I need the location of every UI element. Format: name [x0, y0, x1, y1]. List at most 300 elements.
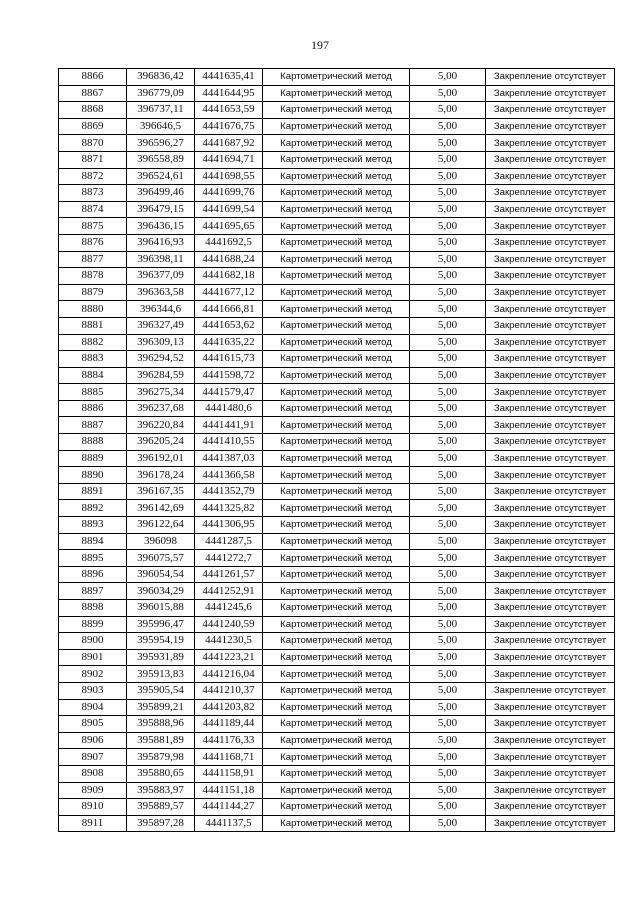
fixation-cell: Закрепление отсутствует [486, 633, 615, 650]
point-number-cell: 8881 [59, 317, 127, 334]
method-cell: Картометрический метод [263, 517, 410, 534]
fixation-cell: Закрепление отсутствует [486, 301, 615, 318]
fixation-cell: Закрепление отсутствует [486, 168, 615, 185]
point-number-cell: 8908 [59, 765, 127, 782]
point-number-cell: 8873 [59, 185, 127, 202]
table-row [59, 135, 615, 152]
method-cell: Картометрический метод [263, 102, 410, 119]
x-coordinate-cell: 395931,89 [127, 649, 195, 666]
error-cell: 5,00 [410, 185, 486, 202]
point-number-cell: 8906 [59, 732, 127, 749]
point-number-cell: 8866 [59, 69, 127, 86]
point-number-cell: 8900 [59, 633, 127, 650]
error-cell: 5,00 [410, 716, 486, 733]
method-cell: Картометрический метод [263, 118, 410, 135]
x-coordinate-cell: 395905,54 [127, 682, 195, 699]
table-row [59, 500, 615, 517]
method-cell: Картометрический метод [263, 367, 410, 384]
error-cell: 5,00 [410, 550, 486, 567]
y-coordinate-cell: 4441579,47 [195, 384, 263, 401]
fixation-cell: Закрепление отсутствует [486, 616, 615, 633]
y-coordinate-cell: 4441158,91 [195, 765, 263, 782]
x-coordinate-cell: 396596,27 [127, 135, 195, 152]
fixation-cell: Закрепление отсутствует [486, 251, 615, 268]
method-cell: Картометрический метод [263, 317, 410, 334]
error-cell: 5,00 [410, 633, 486, 650]
table-row [59, 85, 615, 102]
point-number-cell: 8875 [59, 218, 127, 235]
x-coordinate-cell: 396436,15 [127, 218, 195, 235]
x-coordinate-cell: 396294,52 [127, 351, 195, 368]
table-row [59, 600, 615, 617]
y-coordinate-cell: 4441410,55 [195, 434, 263, 451]
error-cell: 5,00 [410, 732, 486, 749]
error-cell: 5,00 [410, 682, 486, 699]
error-cell: 5,00 [410, 268, 486, 285]
x-coordinate-cell: 396054,54 [127, 566, 195, 583]
fixation-cell: Закрепление отсутствует [486, 533, 615, 550]
error-cell: 5,00 [410, 400, 486, 417]
table-row [59, 284, 615, 301]
x-coordinate-cell: 396192,01 [127, 450, 195, 467]
y-coordinate-cell: 4441694,71 [195, 151, 263, 168]
fixation-cell: Закрепление отсутствует [486, 500, 615, 517]
point-number-cell: 8899 [59, 616, 127, 633]
table-row [59, 765, 615, 782]
method-cell: Картометрический метод [263, 434, 410, 451]
fixation-cell: Закрепление отсутствует [486, 151, 615, 168]
y-coordinate-cell: 4441203,82 [195, 699, 263, 716]
y-coordinate-cell: 4441677,12 [195, 284, 263, 301]
table-row [59, 69, 615, 86]
method-cell: Картометрический метод [263, 185, 410, 202]
point-number-cell: 8884 [59, 367, 127, 384]
method-cell: Картометрический метод [263, 600, 410, 617]
method-cell: Картометрический метод [263, 417, 410, 434]
fixation-cell: Закрепление отсутствует [486, 517, 615, 534]
y-coordinate-cell: 4441644,95 [195, 85, 263, 102]
error-cell: 5,00 [410, 417, 486, 434]
method-cell: Картометрический метод [263, 566, 410, 583]
y-coordinate-cell: 4441615,73 [195, 351, 263, 368]
method-cell: Картометрический метод [263, 666, 410, 683]
x-coordinate-cell: 396122,64 [127, 517, 195, 534]
method-cell: Картометрический метод [263, 384, 410, 401]
table-row [59, 168, 615, 185]
error-cell: 5,00 [410, 135, 486, 152]
fixation-cell: Закрепление отсутствует [486, 450, 615, 467]
fixation-cell: Закрепление отсутствует [486, 550, 615, 567]
error-cell: 5,00 [410, 351, 486, 368]
table-row [59, 434, 615, 451]
method-cell: Картометрический метод [263, 251, 410, 268]
x-coordinate-cell: 396237,68 [127, 400, 195, 417]
method-cell: Картометрический метод [263, 583, 410, 600]
x-coordinate-cell: 395881,89 [127, 732, 195, 749]
fixation-cell: Закрепление отсутствует [486, 600, 615, 617]
error-cell: 5,00 [410, 583, 486, 600]
method-cell: Картометрический метод [263, 749, 410, 766]
fixation-cell: Закрепление отсутствует [486, 400, 615, 417]
table-row [59, 699, 615, 716]
y-coordinate-cell: 4441144,27 [195, 799, 263, 816]
error-cell: 5,00 [410, 500, 486, 517]
y-coordinate-cell: 4441687,92 [195, 135, 263, 152]
point-number-cell: 8888 [59, 434, 127, 451]
point-number-cell: 8895 [59, 550, 127, 567]
error-cell: 5,00 [410, 334, 486, 351]
fixation-cell: Закрепление отсутствует [486, 782, 615, 799]
table-row [59, 185, 615, 202]
method-cell: Картометрический метод [263, 533, 410, 550]
method-cell: Картометрический метод [263, 135, 410, 152]
error-cell: 5,00 [410, 616, 486, 633]
x-coordinate-cell: 396327,49 [127, 317, 195, 334]
point-number-cell: 8876 [59, 234, 127, 251]
error-cell: 5,00 [410, 218, 486, 235]
y-coordinate-cell: 4441176,33 [195, 732, 263, 749]
x-coordinate-cell: 396034,29 [127, 583, 195, 600]
fixation-cell: Закрепление отсутствует [486, 185, 615, 202]
table-row [59, 583, 615, 600]
point-number-cell: 8871 [59, 151, 127, 168]
point-number-cell: 8883 [59, 351, 127, 368]
x-coordinate-cell: 395899,21 [127, 699, 195, 716]
table-row [59, 268, 615, 285]
table-row [59, 334, 615, 351]
point-number-cell: 8872 [59, 168, 127, 185]
error-cell: 5,00 [410, 517, 486, 534]
point-number-cell: 8870 [59, 135, 127, 152]
x-coordinate-cell: 396167,35 [127, 483, 195, 500]
y-coordinate-cell: 4441325,82 [195, 500, 263, 517]
method-cell: Картометрический метод [263, 85, 410, 102]
point-number-cell: 8892 [59, 500, 127, 517]
method-cell: Картометрический метод [263, 450, 410, 467]
error-cell: 5,00 [410, 600, 486, 617]
fixation-cell: Закрепление отсутствует [486, 765, 615, 782]
y-coordinate-cell: 4441223,21 [195, 649, 263, 666]
fixation-cell: Закрепление отсутствует [486, 234, 615, 251]
error-cell: 5,00 [410, 69, 486, 86]
method-cell: Картометрический метод [263, 301, 410, 318]
point-number-cell: 8868 [59, 102, 127, 119]
method-cell: Картометрический метод [263, 168, 410, 185]
x-coordinate-cell: 396416,93 [127, 234, 195, 251]
table-row [59, 716, 615, 733]
error-cell: 5,00 [410, 118, 486, 135]
table-row [59, 815, 615, 832]
fixation-cell: Закрепление отсутствует [486, 351, 615, 368]
method-cell: Картометрический метод [263, 782, 410, 799]
x-coordinate-cell: 396737,11 [127, 102, 195, 119]
table-row [59, 201, 615, 218]
x-coordinate-cell: 396398,11 [127, 251, 195, 268]
error-cell: 5,00 [410, 85, 486, 102]
method-cell: Картометрический метод [263, 633, 410, 650]
y-coordinate-cell: 4441666,81 [195, 301, 263, 318]
error-cell: 5,00 [410, 649, 486, 666]
table-row [59, 118, 615, 135]
table-row [59, 234, 615, 251]
error-cell: 5,00 [410, 699, 486, 716]
y-coordinate-cell: 4441366,58 [195, 467, 263, 484]
y-coordinate-cell: 4441252,91 [195, 583, 263, 600]
y-coordinate-cell: 4441387,03 [195, 450, 263, 467]
point-number-cell: 8909 [59, 782, 127, 799]
table-row [59, 218, 615, 235]
table-row [59, 517, 615, 534]
error-cell: 5,00 [410, 765, 486, 782]
x-coordinate-cell: 396220,84 [127, 417, 195, 434]
y-coordinate-cell: 4441210,37 [195, 682, 263, 699]
x-coordinate-cell: 395879,98 [127, 749, 195, 766]
table-row [59, 533, 615, 550]
method-cell: Картометрический метод [263, 334, 410, 351]
x-coordinate-cell: 396075,57 [127, 550, 195, 567]
method-cell: Картометрический метод [263, 69, 410, 86]
y-coordinate-cell: 4441653,59 [195, 102, 263, 119]
point-number-cell: 8904 [59, 699, 127, 716]
x-coordinate-cell: 395954,19 [127, 633, 195, 650]
table-row [59, 633, 615, 650]
table-row [59, 467, 615, 484]
y-coordinate-cell: 4441676,75 [195, 118, 263, 135]
fixation-cell: Закрепление отсутствует [486, 815, 615, 832]
error-cell: 5,00 [410, 234, 486, 251]
table-row [59, 782, 615, 799]
x-coordinate-cell: 395897,28 [127, 815, 195, 832]
point-number-cell: 8887 [59, 417, 127, 434]
point-number-cell: 8885 [59, 384, 127, 401]
x-coordinate-cell: 396275,34 [127, 384, 195, 401]
coordinates-table [58, 68, 615, 832]
y-coordinate-cell: 4441272,7 [195, 550, 263, 567]
x-coordinate-cell: 396479,15 [127, 201, 195, 218]
method-cell: Картометрический метод [263, 550, 410, 567]
error-cell: 5,00 [410, 566, 486, 583]
method-cell: Картометрический метод [263, 732, 410, 749]
point-number-cell: 8897 [59, 583, 127, 600]
x-coordinate-cell: 396779,09 [127, 85, 195, 102]
method-cell: Картометрический метод [263, 616, 410, 633]
error-cell: 5,00 [410, 815, 486, 832]
point-number-cell: 8882 [59, 334, 127, 351]
table-row [59, 450, 615, 467]
table-row [59, 550, 615, 567]
error-cell: 5,00 [410, 749, 486, 766]
method-cell: Картометрический метод [263, 268, 410, 285]
method-cell: Картометрический метод [263, 151, 410, 168]
y-coordinate-cell: 4441692,5 [195, 234, 263, 251]
fixation-cell: Закрепление отсутствует [486, 483, 615, 500]
x-coordinate-cell: 396309,13 [127, 334, 195, 351]
method-cell: Картометрический метод [263, 649, 410, 666]
method-cell: Картометрический метод [263, 799, 410, 816]
point-number-cell: 8901 [59, 649, 127, 666]
y-coordinate-cell: 4441635,22 [195, 334, 263, 351]
fixation-cell: Закрепление отсутствует [486, 118, 615, 135]
fixation-cell: Закрепление отсутствует [486, 583, 615, 600]
point-number-cell: 8890 [59, 467, 127, 484]
table-row [59, 649, 615, 666]
y-coordinate-cell: 4441240,59 [195, 616, 263, 633]
x-coordinate-cell: 395880,65 [127, 765, 195, 782]
y-coordinate-cell: 4441245,6 [195, 600, 263, 617]
point-number-cell: 8867 [59, 85, 127, 102]
point-number-cell: 8896 [59, 566, 127, 583]
x-coordinate-cell: 396015,88 [127, 600, 195, 617]
point-number-cell: 8886 [59, 400, 127, 417]
point-number-cell: 8874 [59, 201, 127, 218]
fixation-cell: Закрепление отсутствует [486, 135, 615, 152]
fixation-cell: Закрепление отсутствует [486, 417, 615, 434]
y-coordinate-cell: 4441653,62 [195, 317, 263, 334]
y-coordinate-cell: 4441688,24 [195, 251, 263, 268]
x-coordinate-cell: 395889,57 [127, 799, 195, 816]
error-cell: 5,00 [410, 384, 486, 401]
fixation-cell: Закрепление отсутствует [486, 682, 615, 699]
fixation-cell: Закрепление отсутствует [486, 268, 615, 285]
y-coordinate-cell: 4441441,91 [195, 417, 263, 434]
x-coordinate-cell: 396142,69 [127, 500, 195, 517]
method-cell: Картометрический метод [263, 201, 410, 218]
method-cell: Картометрический метод [263, 483, 410, 500]
fixation-cell: Закрепление отсутствует [486, 666, 615, 683]
method-cell: Картометрический метод [263, 699, 410, 716]
table-row [59, 682, 615, 699]
y-coordinate-cell: 4441698,55 [195, 168, 263, 185]
error-cell: 5,00 [410, 666, 486, 683]
fixation-cell: Закрепление отсутствует [486, 649, 615, 666]
point-number-cell: 8889 [59, 450, 127, 467]
x-coordinate-cell: 396836,42 [127, 69, 195, 86]
table-row [59, 483, 615, 500]
error-cell: 5,00 [410, 284, 486, 301]
method-cell: Картометрический метод [263, 467, 410, 484]
page-number: 197 [311, 38, 329, 52]
fixation-cell: Закрепление отсутствует [486, 218, 615, 235]
y-coordinate-cell: 4441352,79 [195, 483, 263, 500]
fixation-cell: Закрепление отсутствует [486, 367, 615, 384]
table-row [59, 384, 615, 401]
x-coordinate-cell: 396363,58 [127, 284, 195, 301]
error-cell: 5,00 [410, 467, 486, 484]
point-number-cell: 8911 [59, 815, 127, 832]
fixation-cell: Закрепление отсутствует [486, 716, 615, 733]
table-row [59, 102, 615, 119]
fixation-cell: Закрепление отсутствует [486, 732, 615, 749]
x-coordinate-cell: 396499,46 [127, 185, 195, 202]
y-coordinate-cell: 4441695,65 [195, 218, 263, 235]
x-coordinate-cell: 396098 [127, 533, 195, 550]
table-row [59, 317, 615, 334]
point-number-cell: 8898 [59, 600, 127, 617]
error-cell: 5,00 [410, 450, 486, 467]
fixation-cell: Закрепление отсутствует [486, 334, 615, 351]
fixation-cell: Закрепление отсутствует [486, 284, 615, 301]
point-number-cell: 8879 [59, 284, 127, 301]
error-cell: 5,00 [410, 483, 486, 500]
table-row [59, 351, 615, 368]
error-cell: 5,00 [410, 782, 486, 799]
point-number-cell: 8907 [59, 749, 127, 766]
x-coordinate-cell: 395883,97 [127, 782, 195, 799]
fixation-cell: Закрепление отсутствует [486, 699, 615, 716]
method-cell: Картометрический метод [263, 284, 410, 301]
fixation-cell: Закрепление отсутствует [486, 566, 615, 583]
y-coordinate-cell: 4441699,76 [195, 185, 263, 202]
fixation-cell: Закрепление отсутствует [486, 69, 615, 86]
point-number-cell: 8893 [59, 517, 127, 534]
fixation-cell: Закрепление отсутствует [486, 434, 615, 451]
y-coordinate-cell: 4441598,72 [195, 367, 263, 384]
method-cell: Картометрический метод [263, 218, 410, 235]
coordinates-table-body [59, 69, 615, 832]
error-cell: 5,00 [410, 799, 486, 816]
error-cell: 5,00 [410, 151, 486, 168]
table-row [59, 251, 615, 268]
error-cell: 5,00 [410, 201, 486, 218]
point-number-cell: 8869 [59, 118, 127, 135]
error-cell: 5,00 [410, 533, 486, 550]
y-coordinate-cell: 4441168,71 [195, 749, 263, 766]
point-number-cell: 8891 [59, 483, 127, 500]
table-row [59, 799, 615, 816]
fixation-cell: Закрепление отсутствует [486, 384, 615, 401]
table-row [59, 732, 615, 749]
error-cell: 5,00 [410, 301, 486, 318]
y-coordinate-cell: 4441230,5 [195, 633, 263, 650]
y-coordinate-cell: 4441306,95 [195, 517, 263, 534]
y-coordinate-cell: 4441287,5 [195, 533, 263, 550]
point-number-cell: 8880 [59, 301, 127, 318]
method-cell: Картометрический метод [263, 815, 410, 832]
fixation-cell: Закрепление отсутствует [486, 749, 615, 766]
table-row [59, 749, 615, 766]
error-cell: 5,00 [410, 367, 486, 384]
y-coordinate-cell: 4441635,41 [195, 69, 263, 86]
error-cell: 5,00 [410, 317, 486, 334]
y-coordinate-cell: 4441189,44 [195, 716, 263, 733]
fixation-cell: Закрепление отсутствует [486, 85, 615, 102]
point-number-cell: 8903 [59, 682, 127, 699]
y-coordinate-cell: 4441261,57 [195, 566, 263, 583]
x-coordinate-cell: 396344,6 [127, 301, 195, 318]
table-row [59, 417, 615, 434]
error-cell: 5,00 [410, 168, 486, 185]
fixation-cell: Закрепление отсутствует [486, 317, 615, 334]
y-coordinate-cell: 4441699,54 [195, 201, 263, 218]
method-cell: Картометрический метод [263, 500, 410, 517]
table-row [59, 151, 615, 168]
method-cell: Картометрический метод [263, 351, 410, 368]
error-cell: 5,00 [410, 434, 486, 451]
table-row [59, 616, 615, 633]
x-coordinate-cell: 395996,47 [127, 616, 195, 633]
table-row [59, 666, 615, 683]
x-coordinate-cell: 396524,61 [127, 168, 195, 185]
point-number-cell: 8910 [59, 799, 127, 816]
fixation-cell: Закрепление отсутствует [486, 201, 615, 218]
x-coordinate-cell: 396558,89 [127, 151, 195, 168]
x-coordinate-cell: 396646,5 [127, 118, 195, 135]
point-number-cell: 8878 [59, 268, 127, 285]
fixation-cell: Закрепление отсутствует [486, 799, 615, 816]
y-coordinate-cell: 4441216,04 [195, 666, 263, 683]
y-coordinate-cell: 4441480,6 [195, 400, 263, 417]
x-coordinate-cell: 396178,24 [127, 467, 195, 484]
